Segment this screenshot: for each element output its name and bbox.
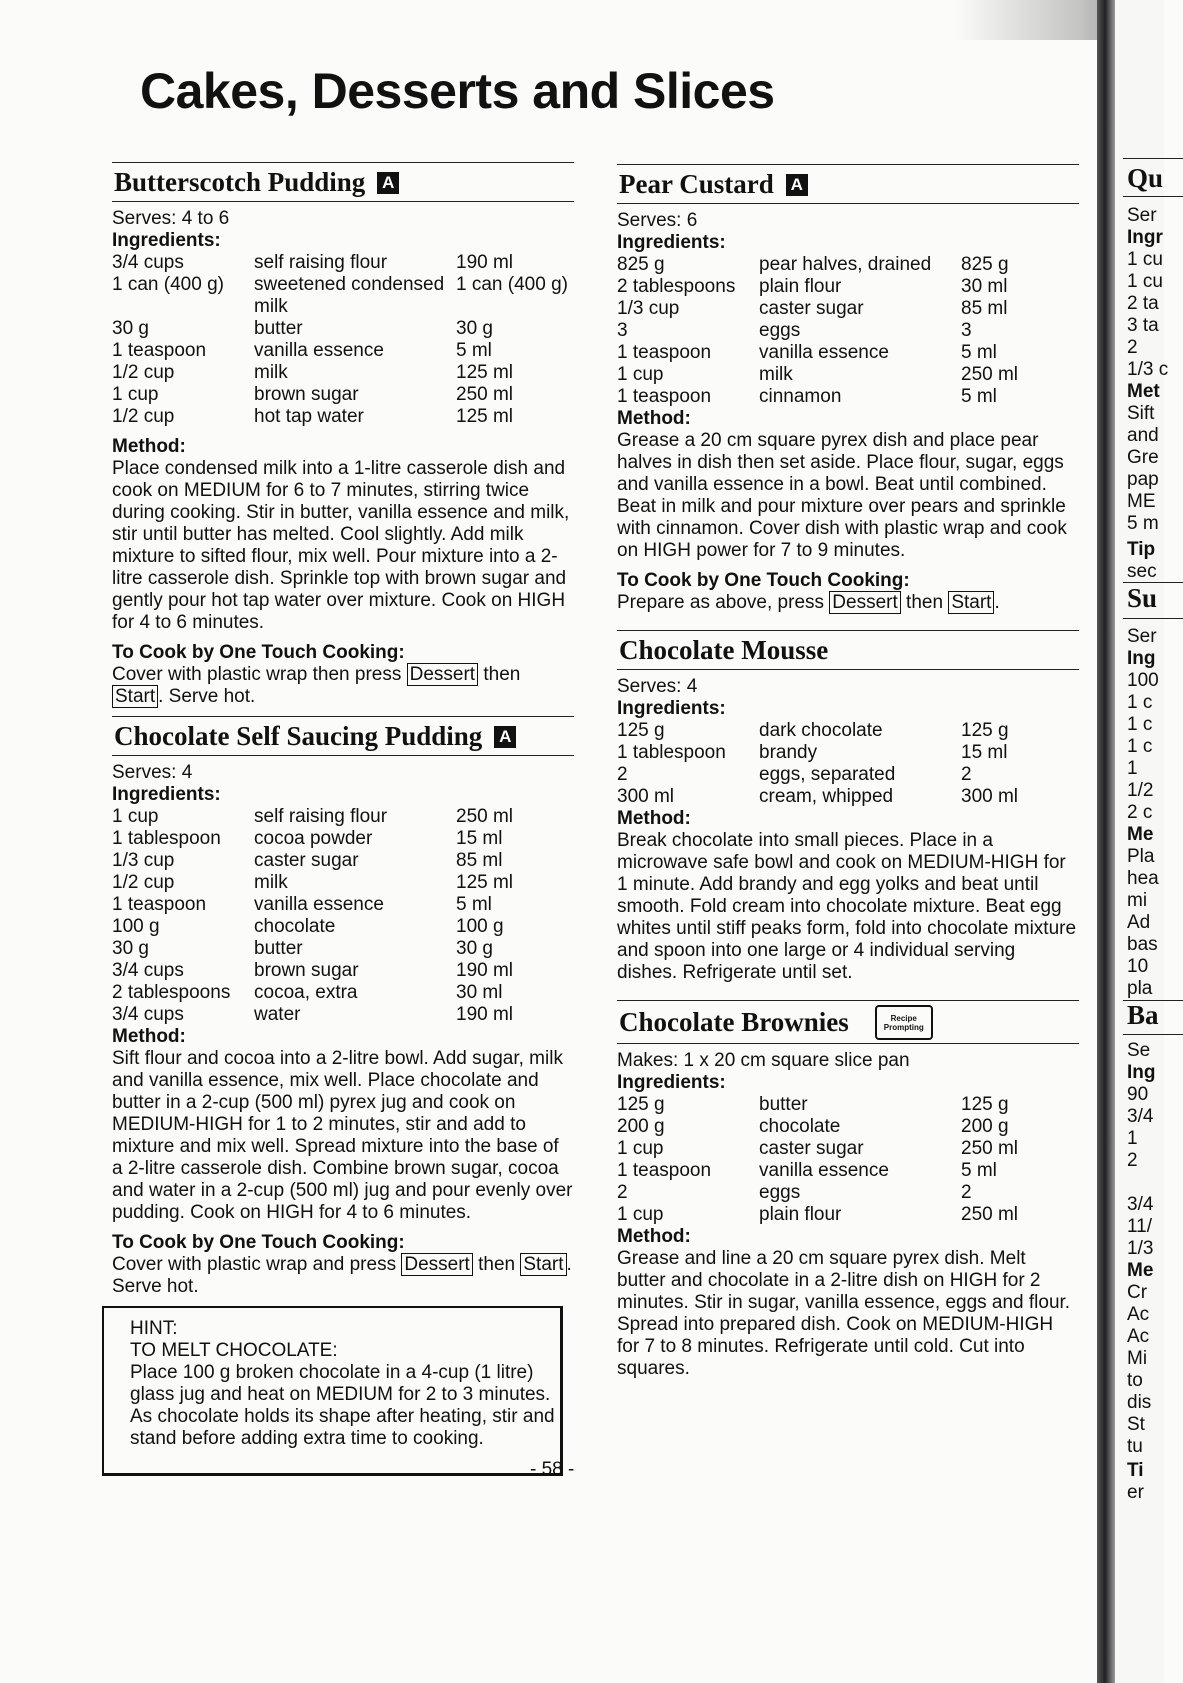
start-key-button: Start bbox=[948, 591, 994, 614]
next-page-fragment: mi bbox=[1127, 890, 1148, 911]
ingredient-item: self raising flour bbox=[254, 252, 388, 273]
rule bbox=[1123, 196, 1183, 197]
next-page-fragment: 1/2 bbox=[1127, 780, 1154, 801]
recipe-pear-custard bbox=[617, 164, 1079, 614]
book-spine bbox=[1097, 0, 1115, 1683]
ingredient-item: sweetened condensed milk bbox=[254, 274, 445, 317]
ingredient-item: butter bbox=[254, 318, 303, 339]
next-page-fragment: Ing bbox=[1127, 648, 1156, 669]
ingredient-metric: 190 ml bbox=[456, 1004, 514, 1025]
ingredient-item: vanilla essence bbox=[759, 342, 889, 363]
ingredient-item: butter bbox=[759, 1094, 808, 1115]
next-page-fragment: Se bbox=[1127, 1040, 1151, 1061]
ingredient-item: eggs bbox=[759, 320, 801, 341]
next-page-fragment: ME bbox=[1127, 491, 1156, 512]
next-page-fragment: Mi bbox=[1127, 1348, 1148, 1369]
next-page-fragment: Ac bbox=[1127, 1326, 1150, 1347]
one-touch-post: . Serve hot. bbox=[112, 1254, 572, 1297]
ingredient-row bbox=[617, 720, 1018, 742]
ingredient-qty: 30 g bbox=[112, 938, 149, 959]
one-touch-mid: then bbox=[483, 664, 521, 685]
one-touch-text bbox=[112, 664, 574, 708]
recipe-chocolate-self-saucing-pudding bbox=[112, 716, 574, 1298]
ingredient-qty: 1 cup bbox=[112, 806, 159, 827]
ingredient-metric: 30 g bbox=[456, 938, 493, 959]
ingredient-row bbox=[617, 364, 1018, 386]
next-page-fragment: Ser bbox=[1127, 205, 1157, 226]
ingredient-qty: 1 cup bbox=[112, 384, 159, 405]
ingredient-item: milk bbox=[254, 362, 288, 383]
recipe-chocolate-mousse bbox=[617, 630, 1079, 984]
ingredient-row bbox=[112, 938, 513, 960]
rule bbox=[1123, 1034, 1183, 1035]
ingredient-metric: 1 can (400 g) bbox=[456, 274, 568, 295]
ingredient-qty: 1/2 cup bbox=[112, 362, 175, 383]
ingredient-row bbox=[617, 1116, 1018, 1138]
recipe-title: Pear Custard bbox=[619, 169, 774, 199]
next-page-fragment: Ing bbox=[1127, 1062, 1156, 1083]
ingredients-label: Ingredients: bbox=[617, 232, 726, 253]
one-touch-mid: then bbox=[478, 1254, 516, 1275]
ingredient-row bbox=[617, 1204, 1018, 1226]
next-page-fragment: 1/3 c bbox=[1127, 359, 1169, 380]
next-page-fragment: to bbox=[1127, 1370, 1143, 1391]
ingredient-item: brandy bbox=[759, 742, 818, 763]
ingredient-qty: 1 tablespoon bbox=[617, 742, 726, 763]
ingredient-qty: 1 teaspoon bbox=[112, 894, 207, 915]
next-page-fragment: Su bbox=[1127, 583, 1158, 613]
ingredient-metric: 250 ml bbox=[961, 1138, 1019, 1159]
next-page-fragment: hea bbox=[1127, 868, 1159, 889]
prompt-icon-text: Recipe bbox=[890, 1013, 917, 1023]
ingredient-qty: 2 bbox=[617, 764, 628, 785]
method-text: Grease and line a 20 cm square pyrex dish. Melt butter and chocolate in a 2-litre dish on HIGH for 2 minutes. Stir in sugar, vanilla essence, eggs and flour. Spread into prepared dish. Cook on MEDIUM-HIGH for 7 to 8 minutes. Refrigerate until cold. Cut into squares. bbox=[617, 1248, 1071, 1379]
ingredient-item: chocolate bbox=[254, 916, 336, 937]
ingredients-label: Ingredients: bbox=[617, 698, 726, 719]
ingredient-item: brown sugar bbox=[254, 960, 359, 981]
ingredient-row bbox=[112, 1004, 513, 1026]
ingredient-item: plain flour bbox=[759, 1204, 842, 1225]
ingredient-metric: 125 ml bbox=[456, 362, 514, 383]
ingredient-row bbox=[617, 764, 1018, 786]
start-key-button: Start bbox=[520, 1253, 566, 1276]
ingredient-metric: 125 g bbox=[961, 720, 1009, 741]
next-page-fragment: Ad bbox=[1127, 912, 1151, 933]
next-page-fragment: Qu bbox=[1127, 163, 1164, 193]
ingredient-qty: 1 cup bbox=[617, 1204, 664, 1225]
ingredient-item: cocoa, extra bbox=[254, 982, 358, 1003]
next-page-fragment: 5 m bbox=[1127, 513, 1159, 534]
makes: Makes: 1 x 20 cm square slice pan bbox=[617, 1050, 910, 1071]
ingredient-metric: 100 g bbox=[456, 916, 504, 937]
next-page-fragment: St bbox=[1127, 1414, 1145, 1435]
ingredient-item: caster sugar bbox=[254, 850, 359, 871]
ingredient-item: caster sugar bbox=[759, 1138, 864, 1159]
ingredient-item: milk bbox=[254, 872, 288, 893]
right-column bbox=[617, 164, 1079, 1380]
next-page-fragment: 100 bbox=[1127, 670, 1159, 691]
ingredient-qty: 1/3 cup bbox=[112, 850, 175, 871]
method-text: Place condensed milk into a 1-litre casserole dish and cook on MEDIUM for 6 to 7 minutes, stirring twice during cooking. Stir in butter, vanilla essence and milk, stir until butter has melted. Cool slightly. Add milk mixture to sifted flour, mix well. Pour mixture into a 2-litre casserole dish. Sprinkle top with brown sugar and gently pour hot tap water over mixture. Cook on HIGH for 4 to 6 minutes. bbox=[112, 458, 570, 633]
next-page-fragment: tu bbox=[1127, 1436, 1143, 1457]
hint-subtitle: TO MELT CHOCOLATE: bbox=[130, 1340, 338, 1361]
ingredient-row bbox=[112, 982, 513, 1004]
ingredient-row bbox=[617, 1160, 1018, 1182]
recipe-header bbox=[112, 162, 574, 202]
hint-box bbox=[102, 1306, 563, 1476]
ingredient-row bbox=[112, 872, 513, 894]
recipe-title: Chocolate Self Saucing Pudding bbox=[114, 721, 483, 751]
ingredient-row bbox=[112, 894, 513, 916]
ingredient-item: vanilla essence bbox=[254, 894, 384, 915]
ingredient-metric: 3 bbox=[961, 320, 972, 341]
next-page-fragment: Met bbox=[1127, 381, 1160, 402]
ingredient-item: cocoa powder bbox=[254, 828, 373, 849]
ingredients-table bbox=[617, 720, 1018, 808]
next-page-fragment: 1 cu bbox=[1127, 271, 1163, 292]
page-number: - 58 - bbox=[530, 1459, 575, 1480]
left-column bbox=[112, 162, 574, 1298]
next-page-fragment: Ba bbox=[1127, 1000, 1159, 1030]
recipe-title: Chocolate Brownies bbox=[619, 1007, 849, 1037]
next-page-fragment: dis bbox=[1127, 1392, 1152, 1413]
ingredient-qty: 1/2 cup bbox=[112, 872, 175, 893]
ingredient-qty: 1 teaspoon bbox=[617, 342, 712, 363]
ingredient-row bbox=[112, 960, 513, 982]
recipe-title: Chocolate Mousse bbox=[619, 635, 829, 665]
next-page-fragment: pla bbox=[1127, 978, 1153, 999]
next-page-fragment: Pla bbox=[1127, 846, 1155, 867]
ingredient-row bbox=[617, 1182, 1018, 1204]
ingredient-metric: 825 g bbox=[961, 254, 1009, 275]
next-page-fragment: er bbox=[1127, 1482, 1144, 1503]
ingredient-row bbox=[112, 806, 513, 828]
next-page-fragment: 3 ta bbox=[1127, 315, 1159, 336]
method-label: Method: bbox=[617, 408, 691, 429]
recipe-header bbox=[617, 630, 1079, 670]
ingredient-row bbox=[617, 320, 1018, 342]
one-touch-label: To Cook by One Touch Cooking: bbox=[112, 642, 405, 663]
next-page-fragment: 90 bbox=[1127, 1084, 1149, 1105]
prompt-icon-text: Prompting bbox=[883, 1022, 924, 1032]
next-page-fragment: 2 bbox=[1127, 337, 1138, 358]
ingredient-qty: 200 g bbox=[617, 1116, 665, 1137]
ingredient-qty: 1 teaspoon bbox=[617, 1160, 712, 1181]
next-page-fragment: 1 bbox=[1127, 1128, 1138, 1149]
dessert-key-button: Dessert bbox=[829, 591, 900, 614]
method-text: Sift flour and cocoa into a 2-litre bowl. Add sugar, milk and vanilla essence, mix well. Place chocolate and butter in a 2-cup (500 ml) pyrex jug and cook on MEDIUM-HIGH for 1 to 2 minutes, stir and add to mixture and mix well. Spread mixture into the base of a 2-litre casserole dish. Combine brown sugar, cocoa and water in a 2-cup (500 ml) jug and pour evenly over pudding. Cook on HIGH for 4 to 6 minutes. bbox=[112, 1048, 573, 1223]
ingredient-row bbox=[617, 254, 1018, 276]
ingredient-qty: 1 cup bbox=[617, 1138, 664, 1159]
next-page-edge bbox=[1115, 0, 1169, 1683]
ingredient-qty: 2 tablespoons bbox=[112, 982, 231, 1003]
ingredient-row bbox=[112, 340, 568, 362]
ingredient-qty: 3/4 cups bbox=[112, 960, 184, 981]
ingredient-qty: 1 tablespoon bbox=[112, 828, 221, 849]
rule bbox=[1123, 158, 1183, 159]
ingredient-item: milk bbox=[759, 364, 793, 385]
ingredient-metric: 85 ml bbox=[961, 298, 1008, 319]
next-page-fragment: Ingr bbox=[1127, 227, 1163, 248]
ingredient-item: pear halves, drained bbox=[759, 254, 932, 275]
recipe-chocolate-brownies bbox=[617, 1000, 1079, 1380]
auto-badge-icon: A bbox=[377, 172, 399, 194]
method-label: Method: bbox=[112, 1026, 186, 1047]
next-page-fragment: Me bbox=[1127, 824, 1154, 845]
ingredient-row bbox=[112, 916, 513, 938]
next-page-fragment: 1 cu bbox=[1127, 249, 1163, 270]
ingredient-row bbox=[617, 786, 1018, 808]
ingredients-table bbox=[112, 252, 568, 428]
next-page-fragment: Ti bbox=[1127, 1460, 1144, 1481]
one-touch-post: . Serve hot. bbox=[158, 686, 256, 707]
ingredient-row bbox=[112, 362, 568, 384]
dessert-key-button: Dessert bbox=[407, 663, 478, 686]
ingredient-item: hot tap water bbox=[254, 406, 364, 427]
ingredients-label: Ingredients: bbox=[112, 784, 221, 805]
recipe-header bbox=[112, 716, 574, 756]
ingredient-metric: 5 ml bbox=[961, 386, 997, 407]
auto-badge-icon: A bbox=[786, 174, 808, 196]
ingredient-item: cream, whipped bbox=[759, 786, 894, 807]
ingredient-metric: 250 ml bbox=[456, 806, 514, 827]
ingredient-item: brown sugar bbox=[254, 384, 359, 405]
recipe-butterscotch-pudding bbox=[112, 162, 574, 708]
serves: Serves: 4 bbox=[112, 762, 193, 783]
ingredient-qty: 825 g bbox=[617, 254, 665, 275]
ingredient-metric: 125 g bbox=[961, 1094, 1009, 1115]
next-page-fragment: 1 c bbox=[1127, 714, 1153, 735]
ingredient-row bbox=[617, 298, 1018, 320]
serves: Serves: 4 bbox=[617, 676, 698, 697]
start-key-button: Start bbox=[112, 685, 158, 708]
ingredient-metric: 15 ml bbox=[961, 742, 1008, 763]
recipe-header bbox=[617, 1000, 1079, 1044]
next-page-fragment: Ser bbox=[1127, 626, 1157, 647]
serves: Serves: 4 to 6 bbox=[112, 208, 230, 229]
ingredient-metric: 2 bbox=[961, 1182, 972, 1203]
next-page-fragment: 10 bbox=[1127, 956, 1149, 977]
one-touch-label: To Cook by One Touch Cooking: bbox=[112, 1232, 405, 1253]
ingredients-table bbox=[617, 254, 1018, 408]
ingredient-qty: 125 g bbox=[617, 720, 665, 741]
ingredient-metric: 30 ml bbox=[456, 982, 503, 1003]
serves: Serves: 6 bbox=[617, 210, 698, 231]
next-page-fragment: 1 c bbox=[1127, 692, 1153, 713]
ingredient-row bbox=[112, 274, 568, 318]
hint-text: Place 100 g broken chocolate in a 4-cup (1 litre) glass jug and heat on MEDIUM for 2 to 3 minutes. As chocolate holds its shape after heating, stir and stand before adding extra time to cooking. bbox=[130, 1362, 555, 1449]
dessert-key-button: Dessert bbox=[401, 1253, 472, 1276]
next-page-fragment: Sift bbox=[1127, 403, 1155, 424]
next-page-fragment: 3/4 bbox=[1127, 1194, 1154, 1215]
ingredient-metric: 250 ml bbox=[961, 364, 1019, 385]
ingredients-label: Ingredients: bbox=[112, 230, 221, 251]
recipe-title: Butterscotch Pudding bbox=[114, 167, 366, 197]
ingredient-metric: 85 ml bbox=[456, 850, 503, 871]
ingredient-qty: 1/2 cup bbox=[112, 406, 175, 427]
ingredient-item: caster sugar bbox=[759, 298, 864, 319]
ingredient-metric: 5 ml bbox=[456, 894, 492, 915]
method-text: Break chocolate into small pieces. Place in a microwave safe bowl and cook on MEDIUM-HIGH for 1 minute. Add brandy and egg yolks and beat until smooth. Fold cream into chocolate mixture. Beat egg whites until stiff peaks form, fold into chocolate mixture and spoon into one large or 4 individual serving dishes. Refrigerate until set. bbox=[617, 830, 1077, 983]
ingredient-item: water bbox=[254, 1004, 301, 1025]
next-page-fragment: sec bbox=[1127, 561, 1157, 582]
ingredient-item: vanilla essence bbox=[759, 1160, 889, 1181]
ingredient-row bbox=[617, 1138, 1018, 1160]
next-page-fragment: pap bbox=[1127, 469, 1159, 490]
ingredient-metric: 5 ml bbox=[961, 342, 997, 363]
one-touch-mid: then bbox=[906, 592, 944, 613]
ingredient-row bbox=[112, 406, 568, 428]
ingredient-qty: 1 teaspoon bbox=[617, 386, 712, 407]
ingredient-item: chocolate bbox=[759, 1116, 841, 1137]
ingredient-row bbox=[112, 318, 568, 340]
next-page-fragment: 2 c bbox=[1127, 802, 1153, 823]
ingredient-row bbox=[617, 342, 1018, 364]
method-label: Method: bbox=[617, 808, 691, 829]
ingredient-item: eggs, separated bbox=[759, 764, 896, 785]
ingredients-table bbox=[617, 1094, 1018, 1226]
ingredient-row bbox=[617, 276, 1018, 298]
method-label: Method: bbox=[617, 1226, 691, 1247]
auto-badge-icon: A bbox=[494, 726, 516, 748]
ingredient-item: self raising flour bbox=[254, 806, 388, 827]
ingredient-qty: 1/3 cup bbox=[617, 298, 680, 319]
next-page-fragment: Ac bbox=[1127, 1304, 1150, 1325]
next-page-fragment: Me bbox=[1127, 1260, 1154, 1281]
ingredient-metric: 5 ml bbox=[456, 340, 492, 361]
ingredient-metric: 250 ml bbox=[961, 1204, 1019, 1225]
ingredient-metric: 2 bbox=[961, 764, 972, 785]
one-touch-pre: Cover with plastic wrap then press bbox=[112, 664, 402, 685]
ingredient-item: dark chocolate bbox=[759, 720, 883, 741]
next-page-fragment: bas bbox=[1127, 934, 1158, 955]
ingredient-row bbox=[617, 742, 1018, 764]
ingredient-qty: 1 teaspoon bbox=[112, 340, 207, 361]
ingredient-qty: 2 tablespoons bbox=[617, 276, 736, 297]
ingredient-metric: 5 ml bbox=[961, 1160, 997, 1181]
one-touch-label: To Cook by One Touch Cooking: bbox=[617, 570, 910, 591]
ingredient-row bbox=[112, 850, 513, 872]
one-touch-pre: Prepare as above, press bbox=[617, 592, 825, 613]
ingredient-metric: 15 ml bbox=[456, 828, 503, 849]
ingredient-item: plain flour bbox=[759, 276, 842, 297]
next-page-fragment: Gre bbox=[1127, 447, 1159, 468]
ingredient-qty: 2 bbox=[617, 1182, 628, 1203]
ingredient-metric: 190 ml bbox=[456, 960, 514, 981]
next-page-fragment: 1/3 bbox=[1127, 1238, 1154, 1259]
ingredient-qty: 30 g bbox=[112, 318, 149, 339]
method-label: Method: bbox=[112, 436, 186, 457]
next-page-fragment: 3/4 bbox=[1127, 1106, 1154, 1127]
one-touch-pre: Cover with plastic wrap and press bbox=[112, 1254, 397, 1275]
ingredient-qty: 3/4 cups bbox=[112, 252, 184, 273]
one-touch-text bbox=[112, 1254, 574, 1298]
hint-title: HINT: bbox=[130, 1318, 178, 1339]
ingredient-item: eggs bbox=[759, 1182, 801, 1203]
ingredient-qty: 125 g bbox=[617, 1094, 665, 1115]
ingredient-metric: 250 ml bbox=[456, 384, 514, 405]
next-page-fragment: 2 bbox=[1127, 1150, 1138, 1171]
ingredient-item: vanilla essence bbox=[254, 340, 384, 361]
ingredient-qty: 100 g bbox=[112, 916, 160, 937]
next-page-fragment: and bbox=[1127, 425, 1159, 446]
ingredient-metric: 30 g bbox=[456, 318, 493, 339]
recipe-prompting-icon bbox=[875, 1005, 933, 1040]
ingredient-row bbox=[112, 252, 568, 274]
ingredient-metric: 190 ml bbox=[456, 252, 514, 273]
next-page-fragment: 1 c bbox=[1127, 736, 1153, 757]
ingredient-qty: 1 cup bbox=[617, 364, 664, 385]
method-text: Grease a 20 cm square pyrex dish and place pear halves in dish then set aside. Place flour, sugar, eggs and vanilla essence in a bowl. Beat until combined. Beat in milk and pour mixture over pears and sprinkle with cinnamon. Cover dish with plastic wrap and cook on HIGH power for 7 to 9 minutes. bbox=[617, 430, 1067, 561]
ingredient-qty: 3 bbox=[617, 320, 628, 341]
ingredients-table bbox=[112, 806, 513, 1026]
recipe-header bbox=[617, 164, 1079, 204]
ingredient-item: butter bbox=[254, 938, 303, 959]
ingredient-qty: 3/4 cups bbox=[112, 1004, 184, 1025]
next-page-fragment: 1 bbox=[1127, 758, 1138, 779]
next-page-fragment: 11/ bbox=[1127, 1216, 1153, 1237]
ingredient-metric: 200 g bbox=[961, 1116, 1009, 1137]
ingredient-metric: 125 ml bbox=[456, 872, 514, 893]
ingredient-qty: 300 ml bbox=[617, 786, 675, 807]
ingredient-row bbox=[112, 828, 513, 850]
ingredient-metric: 300 ml bbox=[961, 786, 1019, 807]
page-title: Cakes, Desserts and Slices bbox=[140, 63, 775, 119]
rule bbox=[1123, 618, 1183, 619]
ingredient-row bbox=[112, 384, 568, 406]
ingredient-qty: 1 can (400 g) bbox=[112, 274, 224, 295]
ingredient-row bbox=[617, 386, 1018, 408]
one-touch-text bbox=[617, 592, 1079, 614]
ingredient-row bbox=[617, 1094, 1018, 1116]
ingredient-metric: 30 ml bbox=[961, 276, 1008, 297]
one-touch-post: . bbox=[994, 592, 1000, 613]
next-page-fragment: 2 ta bbox=[1127, 293, 1159, 314]
ingredient-item: cinnamon bbox=[759, 386, 842, 407]
ingredients-label: Ingredients: bbox=[617, 1072, 726, 1093]
next-page-fragment: Cr bbox=[1127, 1282, 1148, 1303]
ingredient-metric: 125 ml bbox=[456, 406, 514, 427]
next-page-fragment: Tip bbox=[1127, 539, 1156, 560]
